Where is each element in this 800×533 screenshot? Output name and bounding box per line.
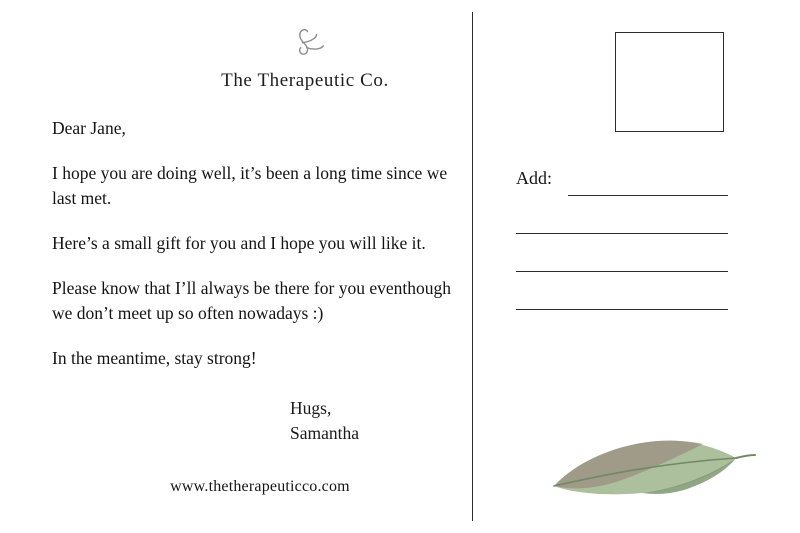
leaf-illustration-icon bbox=[546, 428, 756, 508]
address-row-1 bbox=[516, 158, 728, 196]
address-block bbox=[516, 158, 728, 310]
stamp-box bbox=[615, 32, 724, 132]
letter-signoff-block bbox=[290, 396, 460, 446]
brand-block bbox=[155, 22, 455, 92]
website-url: www.thetherapeuticco.com bbox=[170, 478, 350, 495]
letter-signoff: Hugs, bbox=[290, 398, 332, 418]
letter-paragraph-2: Here’s a small gift for you and I hope you will like it. bbox=[52, 233, 426, 253]
letter-paragraph-3: Please know that I’ll always be there for you eventhough we don’t meet up so often nowadays :) bbox=[52, 278, 451, 323]
letter-paragraph-1: I hope you are doing well, it’s been a long time since we last met. bbox=[52, 163, 448, 208]
address-write-line[interactable] bbox=[516, 309, 728, 310]
address-row-4 bbox=[516, 272, 728, 310]
vertical-divider bbox=[472, 12, 473, 521]
address-label: Add: bbox=[516, 168, 552, 188]
letter-paragraph-4: In the meantime, stay strong! bbox=[52, 348, 257, 368]
address-row-3 bbox=[516, 234, 728, 272]
brand-name: The Therapeutic Co. bbox=[221, 70, 389, 91]
script-e-monogram-icon bbox=[155, 22, 455, 66]
letter-signature: Samantha bbox=[290, 423, 360, 443]
letter-greeting: Dear Jane, bbox=[52, 118, 126, 138]
letter-body bbox=[52, 116, 452, 371]
address-row-2 bbox=[516, 196, 728, 234]
